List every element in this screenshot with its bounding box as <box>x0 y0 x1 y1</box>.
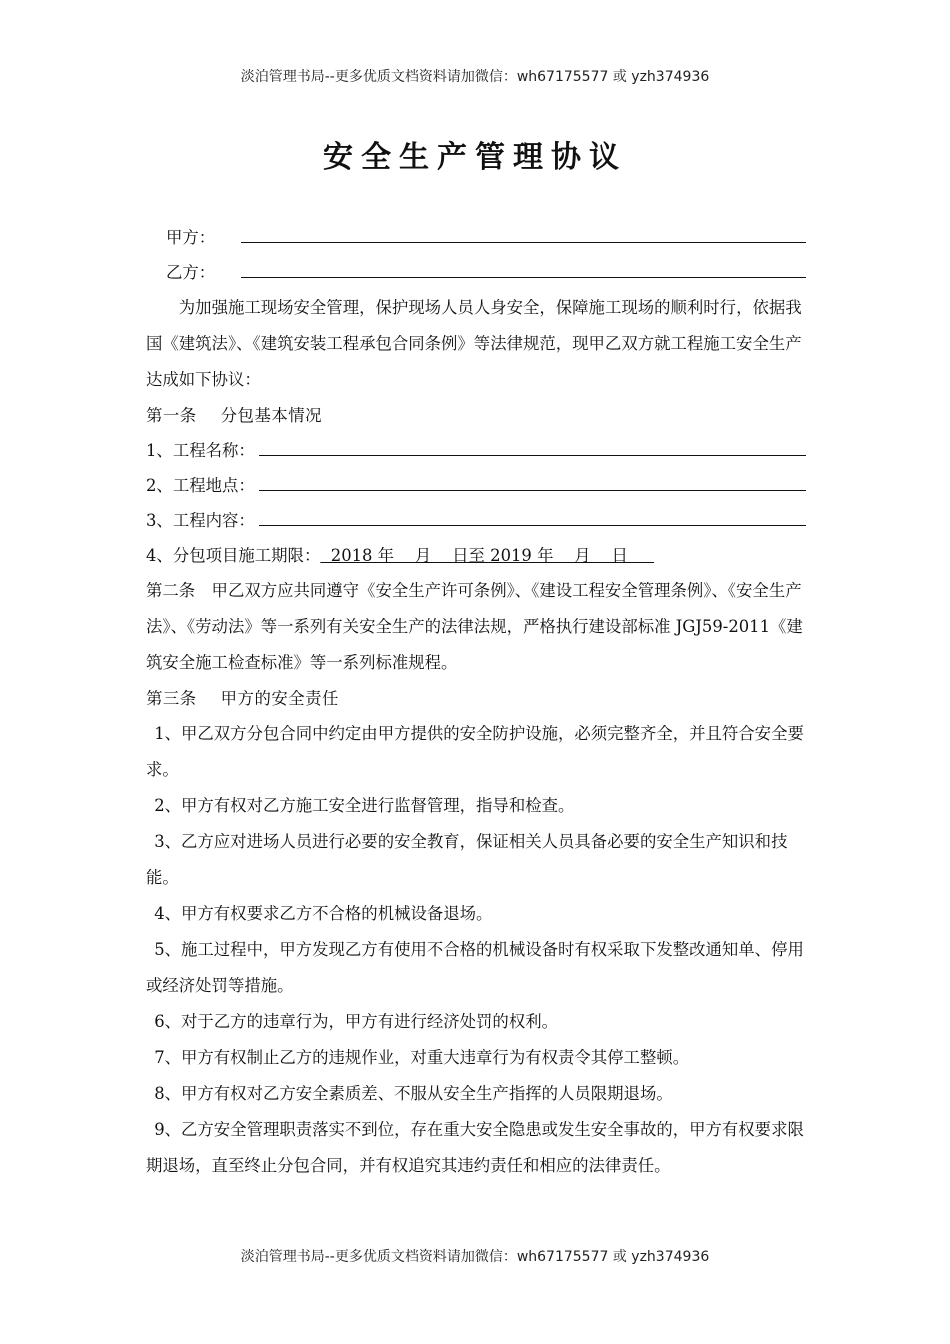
article-1-heading <box>146 398 806 433</box>
list-item: 7、甲方有权制止乙方的违规作业，对重大违章行为有权责令其停工整顿。 <box>154 1048 690 1067</box>
field-project-location <box>146 468 806 503</box>
project-location-blank[interactable] <box>259 468 806 491</box>
list-item: 4、甲方有权要求乙方不合格的机械设备退场。 <box>154 904 493 923</box>
party-b-label: 乙方： <box>166 263 216 282</box>
project-content-blank[interactable] <box>259 503 806 526</box>
project-name-blank[interactable] <box>259 433 806 456</box>
list-item: 9、乙方安全管理职责落实不到位，存在重大安全隐患或发生安全事故的，甲方有权要求限期退场，直至终止分包合同，并有权追究其违约责任和相应的法律责任。 <box>146 1120 804 1175</box>
list-item: 3、乙方应对进场人员进行必要的安全教育，保证相关人员具备必要的安全生产知识和技能。 <box>146 832 788 887</box>
document-title: 安全生产管理协议 <box>323 140 627 175</box>
list-item: 8、甲方有权对乙方安全素质差、不服从安全生产指挥的人员限期退场。 <box>154 1084 673 1103</box>
field-label: 3、工程内容： <box>146 511 255 530</box>
intro-paragraph: 为加强施工现场安全管理，保护现场人员人身安全，保障施工现场的顺利时行，依据我国《建筑法》、《建筑安装工程承包合同条例》等法律规范，现甲乙双方就工程施工安全生产达成如下协议： <box>146 298 802 389</box>
list-item: 2、甲方有权对乙方施工安全进行监督管理，指导和检查。 <box>154 796 575 815</box>
field-project-name <box>146 433 806 468</box>
document-body <box>146 220 806 1184</box>
list-item: 5、施工过程中，甲方发现乙方有使用不合格的机械设备时有权采取下发整改通知单、停用或经济处罚等措施。 <box>146 940 804 995</box>
period-label: 4、分包项目施工期限： <box>146 546 321 565</box>
field-label: 1、工程名称： <box>146 441 255 460</box>
page-header-watermark: 淡泊管理书局--更多优质文档资料请加微信：wh67175577 或 yzh374936 <box>240 69 710 85</box>
article-3-heading <box>146 681 806 716</box>
article-3-number: 第三条 <box>146 689 197 708</box>
field-label: 2、工程地点： <box>146 476 255 495</box>
party-a-label: 甲方： <box>166 228 216 247</box>
article-3-title: 甲方的安全责任 <box>220 689 339 708</box>
page-footer-watermark: 淡泊管理书局--更多优质文档资料请加微信：wh67175577 或 yzh374936 <box>240 1249 710 1265</box>
construction-period-row <box>146 538 806 573</box>
party-b-blank[interactable] <box>241 255 806 278</box>
article-2-paragraph: 第二条 甲乙双方应共同遵守《安全生产许可条例》、《建设工程安全管理条例》、《安全生产法》、《劳动法》等一系列有关安全生产的法律法规，严格执行建设部标准 JGJ59-2011《建筑安全施工检查标准》等一系列标准规程。 <box>146 581 803 672</box>
field-project-content <box>146 503 806 538</box>
list-item: 1、甲乙双方分包合同中约定由甲方提供的安全防护设施，必须完整齐全，并且符合安全要求。 <box>146 724 804 779</box>
party-a-blank[interactable] <box>241 220 806 243</box>
party-b-row <box>146 255 806 290</box>
article-1-title: 分包基本情况 <box>220 406 323 425</box>
list-item: 6、对于乙方的违章行为，甲方有进行经济处罚的权利。 <box>154 1012 558 1031</box>
party-a-row <box>146 220 806 255</box>
article-1-number: 第一条 <box>146 406 197 425</box>
period-value: 2018 年 月 日至 2019 年 月 日 <box>320 546 654 565</box>
